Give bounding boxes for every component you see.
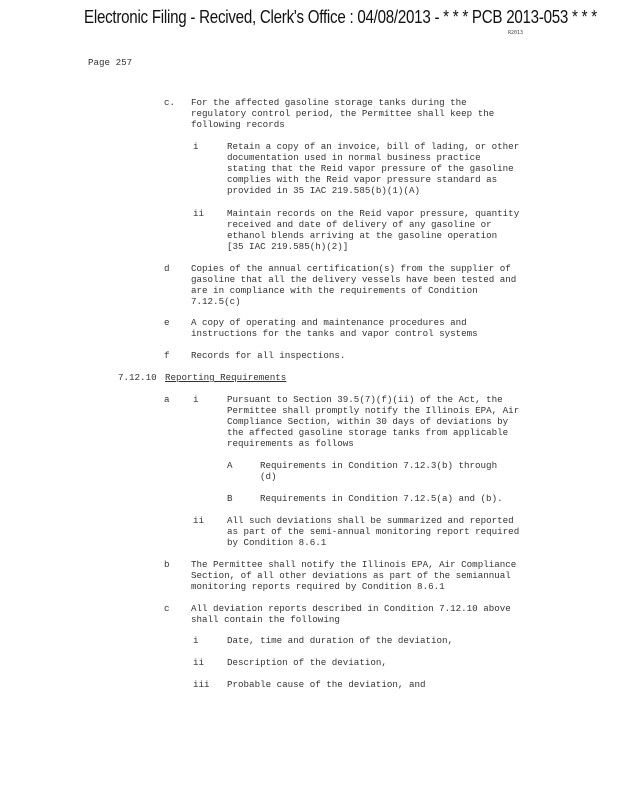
item-c2-i-text: Date, time and duration of the deviation, [227,635,454,646]
item-c2-ii-label: ii [193,657,205,668]
item-a-ii-label: ii [193,515,205,526]
filing-stamp: R2013 [508,30,524,36]
section-number: 7.12.10 [118,372,157,383]
item-e-text: A copy of operating and maintenance procedures and instructions for the tanks and vapor control systems [191,317,478,339]
item-c-i-text: Retain a copy of an invoice, bill of lading, or other documentation used in normal business practice stating that the Reid vapor pressure of the gasoline complies with the Reid vapor pressure standard as provided in 35 IAC 219.585(b)(1)(A) [227,141,520,196]
item-a-B-text: Requirements in Condition 7.12.5(a) and (b). [260,493,503,504]
item-c2-i-label: i [193,635,199,646]
item-b-text: The Permittee shall notify the Illinois EPA, Air Compliance Section, of all other deviations as part of the semiannual monitoring reports required by Condition 8.6.1 [191,559,517,592]
item-a-A-text: Requirements in Condition 7.12.3(b) through (d) [260,460,498,482]
item-c2-iii-text: Probable cause of the deviation, and [227,679,426,690]
item-c-ii-label: ii [193,208,205,219]
item-c-text: For the affected gasoline storage tanks during the regulatory control period, the Permittee shall keep the following records [191,97,495,130]
item-c2-label: c [164,603,170,614]
item-a-i-text: Pursuant to Section 39.5(7)(f)(ii) of the Act, the Permittee shall promptly notify the Illinois EPA, Air Compliance Section, within 30 days of deviations by the affected gasoline storage tanks from applicable requirements as follows [227,394,520,449]
item-e-label: e [164,317,170,328]
item-c-label: c. [164,97,176,108]
item-a-i-label: i [193,394,199,405]
item-d-label: d [164,263,170,274]
item-a-ii-text: All such deviations shall be summarized and reported as part of the semi-annual monitoring report required by Condition 8.6.1 [227,515,520,548]
item-c2-iii-label: iii [193,679,210,690]
item-c-i-label: i [193,141,199,152]
item-c2-text: All deviation reports described in Condition 7.12.10 above shall contain the following [191,603,511,625]
item-b-label: b [164,559,170,570]
item-a-A-label: A [227,460,233,471]
item-a-B-label: B [227,493,233,504]
item-a-label: a [164,394,170,405]
item-f-text: Records for all inspections. [191,350,346,361]
item-c2-ii-text: Description of the deviation, [227,657,387,668]
filing-header: Electronic Filing - Recived, Clerk's Office : 04/08/2013 - * * * PCB 2013-053 * * * [84,7,597,27]
page-label: Page 257 [88,57,133,68]
item-c-ii-text: Maintain records on the Reid vapor pressure, quantity received and date of delivery of any gasoline or ethanol blends arriving at the gasoline operation [35 IAC 219.585(h)(2)] [227,208,520,252]
section-title: Reporting Requirements [165,372,287,383]
item-f-label: f [164,350,170,361]
item-d-text: Copies of the annual certification(s) from the supplier of gasoline that all the delivery vessels have been tested and are in compliance with the requirements of Condition 7.12.5(c) [191,263,517,307]
